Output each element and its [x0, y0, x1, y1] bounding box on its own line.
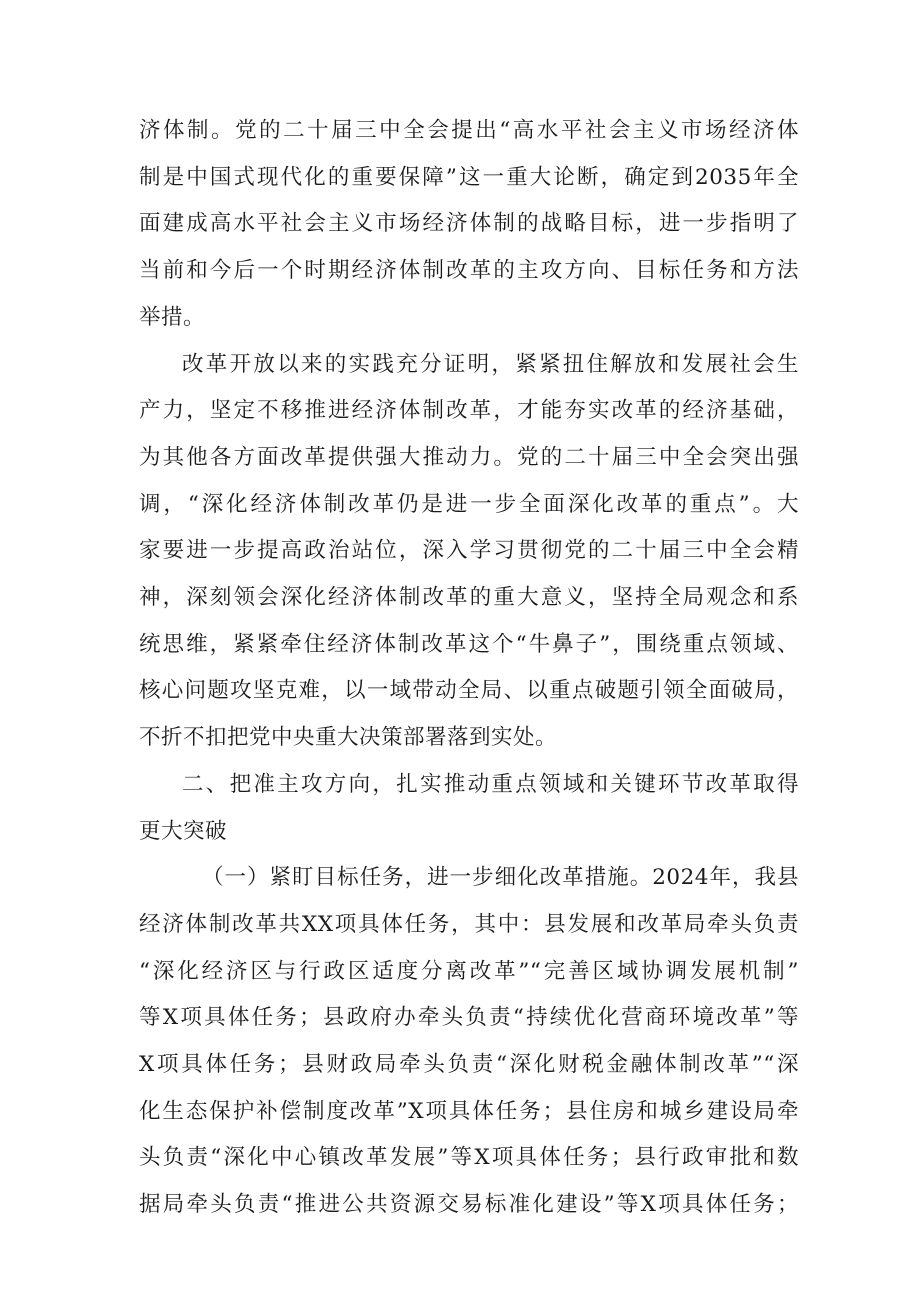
text-line: 为其他各方面改革提供强大推动力。党的二十届三中全会突出强 [139, 445, 799, 470]
text-line: 不折不扣把党中央重大决策部署落到实处。 [139, 725, 558, 750]
text-line: 神，深刻领会深化经济体制改革的重大意义，坚持全局观念和系 [139, 585, 799, 610]
text-line: 产力，坚定不移推进经济体制改革，才能夯实改革的经济基础， [139, 398, 799, 423]
text-line: 核心问题攻坚克难，以一域带动全局、以重点破题引领全面破局， [139, 678, 799, 703]
heading-line: 二、把准主攻方向，扎实推动重点领域和关键环节改革取得 [182, 772, 799, 797]
text-line: 统思维，紧紧牵住经济体制改革这个“牛鼻子”，围绕重点领域、 [139, 632, 799, 657]
text-line: 头负责“深化中心镇改革发展”等X项具体任务；县行政审批和数 [139, 1145, 799, 1170]
text-line: 济体制。党的二十届三中全会提出“高水平社会主义市场经济体 [139, 118, 799, 143]
text-line: 据局牵头负责“推进公共资源交易标准化建设”等X项具体任务； [139, 1192, 799, 1217]
text-line: 经济体制改革共XX项具体任务，其中：县发展和改革局牵头负责 [139, 912, 799, 937]
text-line: 改革开放以来的实践充分证明，紧紧扭住解放和发展社会生 [182, 352, 799, 377]
heading-line: 更大突破 [139, 819, 228, 844]
text-line: “深化经济区与行政区适度分离改革”“完善区域协调发展机制” [139, 959, 799, 984]
text-line: 等X项具体任务；县政府办牵头负责“持续优化营商环境改革”等 [139, 1005, 799, 1030]
text-line: 化生态保护补偿制度改革”X项具体任务；县住房和城乡建设局牵 [139, 1099, 799, 1124]
text-line: 当前和今后一个时期经济体制改革的主攻方向、目标任务和方法 [139, 258, 799, 283]
text-line: X项具体任务；县财政局牵头负责“深化财税金融体制改革”“深 [139, 1052, 799, 1077]
text-line: （一）紧盯目标任务，进一步细化改革措施。2024年，我县 [202, 865, 799, 890]
text-line: 举措。 [139, 305, 206, 330]
text-line: 制是中国式现代化的重要保障”这一重大论断，确定到2035年全 [139, 165, 799, 190]
text-line: 调，“深化经济体制改革仍是进一步全面深化改革的重点”。大 [139, 492, 799, 517]
text-line: 家要进一步提高政治站位，深入学习贯彻党的二十届三中全会精 [139, 538, 799, 563]
text-line: 面建成高水平社会主义市场经济体制的战略目标，进一步指明了 [139, 211, 799, 236]
